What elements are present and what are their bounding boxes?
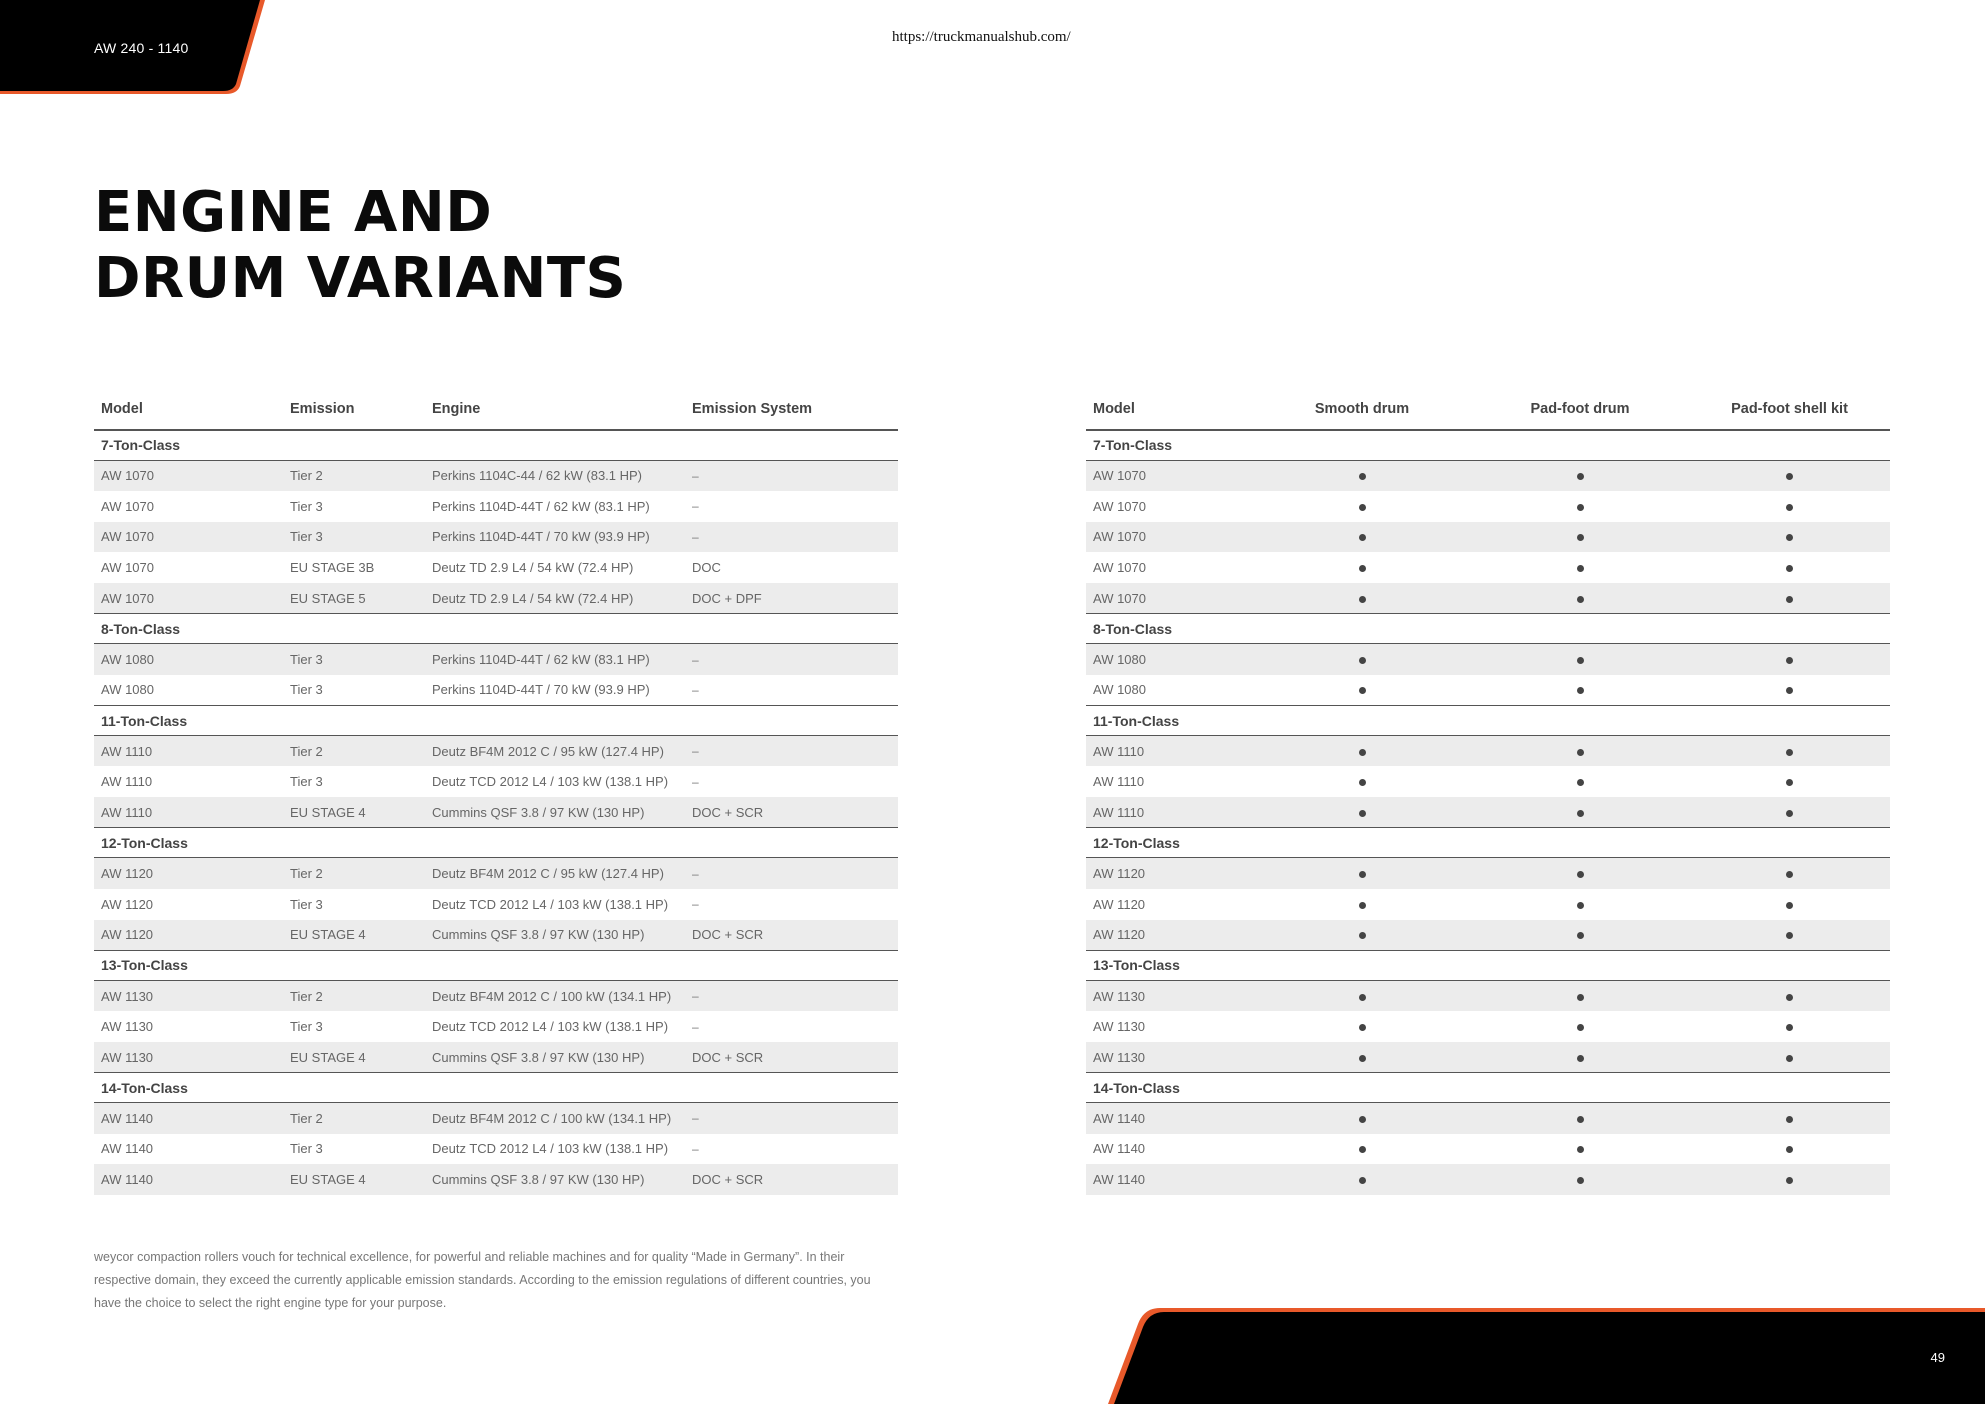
table-cell: Deutz TCD 2012 L4 / 103 kW (138.1 HP) xyxy=(432,1141,669,1157)
group-label: 13-Ton-Class xyxy=(1086,950,1890,980)
table-row xyxy=(1086,583,1890,614)
availability-cell xyxy=(1253,491,1471,522)
available-dot-icon xyxy=(1786,534,1793,541)
table-cell: AW 1140 xyxy=(1086,1164,1253,1195)
available-dot-icon xyxy=(1786,749,1793,756)
availability-cell xyxy=(1471,1042,1689,1073)
table-cell: EU STAGE 3B xyxy=(290,560,375,576)
table-cell: AW 1070 xyxy=(1086,522,1253,553)
table-cell: Perkins 1104D-44T / 62 kW (83.1 HP) xyxy=(432,498,650,514)
available-dot-icon xyxy=(1786,1116,1793,1123)
availability-cell xyxy=(1689,980,1890,1011)
table-cell: AW 1130 xyxy=(94,1042,283,1073)
table-row xyxy=(94,1164,898,1195)
table-row xyxy=(94,522,898,553)
available-dot-icon xyxy=(1786,473,1793,480)
table-cell: Deutz BF4M 2012 C / 100 kW (134.1 HP) xyxy=(425,980,685,1011)
table-row xyxy=(1086,1011,1890,1042)
table-cell: Tier 3 xyxy=(290,896,323,912)
available-dot-icon xyxy=(1577,932,1584,939)
table-cell: AW 1110 xyxy=(101,774,153,790)
table-cell: Tier 2 xyxy=(283,1103,425,1134)
table-cell: AW 1130 xyxy=(1086,980,1253,1011)
table-row xyxy=(1086,920,1890,951)
available-dot-icon xyxy=(1359,687,1366,694)
available-dot-icon xyxy=(1786,1177,1793,1184)
table-row xyxy=(1086,644,1890,675)
table-cell: AW 1130 xyxy=(94,980,283,1011)
availability-cell xyxy=(1253,980,1471,1011)
table-cell: Tier 3 xyxy=(290,1019,323,1035)
availability-cell xyxy=(1689,889,1890,920)
table-row xyxy=(1086,460,1890,491)
table-cell: AW 1120 xyxy=(94,920,283,951)
available-dot-icon xyxy=(1359,779,1366,786)
group-label: 13-Ton-Class xyxy=(94,950,898,980)
availability-cell xyxy=(1253,889,1471,920)
availability-cell xyxy=(1253,644,1471,675)
available-dot-icon xyxy=(1577,1177,1584,1184)
table-cell: AW 1070 xyxy=(1086,583,1253,614)
availability-cell xyxy=(1471,889,1689,920)
available-dot-icon xyxy=(1359,1146,1366,1153)
table-cell: – xyxy=(685,736,898,767)
table-row xyxy=(1086,858,1890,889)
available-dot-icon xyxy=(1359,534,1366,541)
table-cell: Tier 3 xyxy=(283,675,425,706)
table-cell: Tier 3 xyxy=(283,522,425,553)
available-dot-icon xyxy=(1786,565,1793,572)
availability-cell xyxy=(1253,675,1471,706)
table-row xyxy=(94,920,898,951)
table-cell: – xyxy=(685,644,898,675)
available-dot-icon xyxy=(1359,1177,1366,1184)
available-dot-icon xyxy=(1786,902,1793,909)
availability-cell xyxy=(1253,1011,1471,1042)
table-row xyxy=(94,736,898,767)
available-dot-icon xyxy=(1359,596,1366,603)
table-cell: AW 1140 xyxy=(94,1164,283,1195)
available-dot-icon xyxy=(1577,1146,1584,1153)
column-header: Model xyxy=(1086,388,1253,430)
table-row xyxy=(94,644,898,675)
availability-cell xyxy=(1253,460,1471,491)
available-dot-icon xyxy=(1577,534,1584,541)
table-row xyxy=(1086,1103,1890,1134)
available-dot-icon xyxy=(1786,932,1793,939)
document-code-label: AW 240 - 1140 xyxy=(94,40,189,56)
table-cell: DOC + SCR xyxy=(685,920,898,951)
table-cell: AW 1080 xyxy=(1086,644,1253,675)
table-cell: AW 1110 xyxy=(94,797,283,828)
availability-cell xyxy=(1253,1164,1471,1195)
available-dot-icon xyxy=(1577,657,1584,664)
available-dot-icon xyxy=(1577,565,1584,572)
table-cell: Deutz BF4M 2012 C / 95 kW (127.4 HP) xyxy=(425,736,685,767)
available-dot-icon xyxy=(1359,749,1366,756)
available-dot-icon xyxy=(1786,596,1793,603)
available-dot-icon xyxy=(1577,749,1584,756)
availability-cell xyxy=(1471,766,1689,797)
table-row xyxy=(94,1103,898,1134)
table-cell: – xyxy=(692,897,699,912)
table-cell: AW 1140 xyxy=(101,1141,154,1157)
table-cell: EU STAGE 4 xyxy=(283,1164,425,1195)
table-row xyxy=(1086,675,1890,706)
availability-cell xyxy=(1253,797,1471,828)
group-label: 11-Ton-Class xyxy=(94,706,898,736)
table-cell: AW 1110 xyxy=(94,736,283,767)
table-row xyxy=(94,1134,898,1165)
group-header-row xyxy=(1086,706,1890,736)
available-dot-icon xyxy=(1577,1116,1584,1123)
availability-cell xyxy=(1253,1103,1471,1134)
table-cell: Tier 3 xyxy=(283,644,425,675)
availability-cell xyxy=(1689,1011,1890,1042)
available-dot-icon xyxy=(1359,871,1366,878)
table-cell: Perkins 1104D-44T / 70 kW (93.9 HP) xyxy=(425,675,685,706)
group-header-row xyxy=(94,430,898,460)
availability-cell xyxy=(1471,1134,1689,1165)
available-dot-icon xyxy=(1359,1055,1366,1062)
table-row xyxy=(1086,797,1890,828)
table-cell: AW 1070 xyxy=(1093,498,1146,514)
group-label: 14-Ton-Class xyxy=(94,1073,898,1103)
footer-bar xyxy=(1108,1306,1985,1404)
table-cell: DOC + SCR xyxy=(685,1164,898,1195)
available-dot-icon xyxy=(1786,810,1793,817)
group-label: 8-Ton-Class xyxy=(94,614,898,644)
table-cell: Tier 2 xyxy=(283,460,425,491)
table-cell: – xyxy=(685,980,898,1011)
table-cell: AW 1070 xyxy=(1086,460,1253,491)
available-dot-icon xyxy=(1359,565,1366,572)
column-header: Smooth drum xyxy=(1253,388,1471,430)
source-url[interactable]: https://truckmanualshub.com/ xyxy=(892,29,1071,45)
group-label: 14-Ton-Class xyxy=(1086,1073,1890,1103)
column-header: Engine xyxy=(425,388,685,430)
available-dot-icon xyxy=(1359,932,1366,939)
available-dot-icon xyxy=(1577,994,1584,1001)
table-cell: AW 1140 xyxy=(1093,1141,1146,1157)
table-cell: Deutz TCD 2012 L4 / 103 kW (138.1 HP) xyxy=(432,1019,669,1035)
available-dot-icon xyxy=(1577,871,1584,878)
group-header-row xyxy=(94,1073,898,1103)
table-cell: AW 1120 xyxy=(1093,896,1146,912)
table-cell: EU STAGE 4 xyxy=(283,920,425,951)
table-cell: AW 1130 xyxy=(101,1019,154,1035)
table-cell: AW 1080 xyxy=(94,675,283,706)
table-cell: Deutz TD 2.9 L4 / 54 kW (72.4 HP) xyxy=(432,560,634,576)
group-header-row xyxy=(1086,950,1890,980)
availability-cell xyxy=(1471,1011,1689,1042)
column-header: Emission xyxy=(283,388,425,430)
table-row xyxy=(94,675,898,706)
table-cell: Tier 3 xyxy=(290,498,323,514)
table-cell: Deutz TD 2.9 L4 / 54 kW (72.4 HP) xyxy=(425,583,685,614)
table-cell: – xyxy=(692,1019,699,1034)
availability-cell xyxy=(1689,675,1890,706)
table-row xyxy=(1086,766,1890,797)
table-cell: Cummins QSF 3.8 / 97 KW (130 HP) xyxy=(425,1042,685,1073)
available-dot-icon xyxy=(1577,1055,1584,1062)
availability-cell xyxy=(1471,797,1689,828)
group-label: 8-Ton-Class xyxy=(1086,614,1890,644)
table-cell: AW 1070 xyxy=(101,560,154,576)
availability-cell xyxy=(1253,552,1471,583)
available-dot-icon xyxy=(1577,596,1584,603)
table-cell: DOC + SCR xyxy=(685,797,898,828)
table-cell: Deutz TCD 2012 L4 / 103 kW (138.1 HP) xyxy=(432,774,669,790)
availability-cell xyxy=(1471,552,1689,583)
available-dot-icon xyxy=(1577,902,1584,909)
table-row xyxy=(94,1011,898,1042)
group-header-row xyxy=(94,614,898,644)
table-cell: Deutz BF4M 2012 C / 95 kW (127.4 HP) xyxy=(425,858,685,889)
group-header-row xyxy=(1086,828,1890,858)
availability-cell xyxy=(1471,736,1689,767)
availability-cell xyxy=(1689,644,1890,675)
table-cell: Tier 2 xyxy=(283,980,425,1011)
table-cell: AW 1070 xyxy=(101,498,154,514)
table-cell: Deutz BF4M 2012 C / 100 kW (134.1 HP) xyxy=(425,1103,685,1134)
table-cell: AW 1120 xyxy=(94,858,283,889)
table-cell: EU STAGE 4 xyxy=(283,1042,425,1073)
availability-cell xyxy=(1253,858,1471,889)
table-cell: Cummins QSF 3.8 / 97 KW (130 HP) xyxy=(425,1164,685,1195)
table-cell: Deutz TCD 2012 L4 / 103 kW (138.1 HP) xyxy=(432,896,669,912)
table-cell: Tier 2 xyxy=(283,736,425,767)
table-cell: AW 1140 xyxy=(1086,1103,1253,1134)
availability-cell xyxy=(1471,920,1689,951)
availability-cell xyxy=(1689,583,1890,614)
table-row xyxy=(1086,889,1890,920)
group-label: 7-Ton-Class xyxy=(1086,430,1890,460)
table-row xyxy=(1086,1042,1890,1073)
available-dot-icon xyxy=(1786,1055,1793,1062)
page-title-line-1: ENGINE AND xyxy=(94,180,493,245)
table-cell: – xyxy=(692,499,699,514)
available-dot-icon xyxy=(1577,504,1584,511)
available-dot-icon xyxy=(1577,473,1584,480)
group-header-row xyxy=(1086,1073,1890,1103)
table-cell: Perkins 1104C-44 / 62 kW (83.1 HP) xyxy=(425,460,685,491)
availability-cell xyxy=(1471,522,1689,553)
table-row xyxy=(94,889,898,920)
table-row xyxy=(1086,980,1890,1011)
table-cell: – xyxy=(685,1103,898,1134)
table-cell: AW 1130 xyxy=(1093,1019,1146,1035)
footnote-text: weycor compaction rollers vouch for technical excellence, for powerful and reliable machines and for quality “Made in Germany”. In their respective domain, they exceed the currently applicable emission standards. According to the emission regulations of different countries, you have the choice to select the right engine type for your purpose. xyxy=(94,1250,871,1310)
available-dot-icon xyxy=(1786,871,1793,878)
availability-cell xyxy=(1689,522,1890,553)
availability-cell xyxy=(1253,736,1471,767)
table-cell: Cummins QSF 3.8 / 97 KW (130 HP) xyxy=(425,797,685,828)
available-dot-icon xyxy=(1786,687,1793,694)
table-row xyxy=(94,980,898,1011)
availability-cell xyxy=(1471,980,1689,1011)
available-dot-icon xyxy=(1577,810,1584,817)
drum-variants-table xyxy=(1086,388,1890,1195)
table-cell: DOC + SCR xyxy=(685,1042,898,1073)
availability-cell xyxy=(1253,920,1471,951)
table-cell: – xyxy=(692,1141,699,1156)
available-dot-icon xyxy=(1359,473,1366,480)
group-header-row xyxy=(94,706,898,736)
table-cell: EU STAGE 4 xyxy=(283,797,425,828)
table-cell: AW 1130 xyxy=(1086,1042,1253,1073)
table-cell: AW 1110 xyxy=(1093,774,1145,790)
table-row xyxy=(94,460,898,491)
available-dot-icon xyxy=(1359,1024,1366,1031)
available-dot-icon xyxy=(1577,687,1584,694)
table-cell: Tier 3 xyxy=(290,1141,323,1157)
page-title xyxy=(94,180,626,312)
table-cell: AW 1070 xyxy=(94,460,283,491)
availability-cell xyxy=(1689,858,1890,889)
availability-cell xyxy=(1689,920,1890,951)
table-cell: AW 1120 xyxy=(1086,920,1253,951)
availability-cell xyxy=(1471,491,1689,522)
available-dot-icon xyxy=(1786,994,1793,1001)
available-dot-icon xyxy=(1359,810,1366,817)
availability-cell xyxy=(1689,552,1890,583)
table-row xyxy=(94,858,898,889)
engine-variants-table xyxy=(94,388,898,1195)
table-cell: – xyxy=(685,522,898,553)
group-header-row xyxy=(94,828,898,858)
availability-cell xyxy=(1471,583,1689,614)
table-cell: EU STAGE 5 xyxy=(283,583,425,614)
availability-cell xyxy=(1689,460,1890,491)
column-header: Emission System xyxy=(685,388,898,430)
availability-cell xyxy=(1689,736,1890,767)
group-header-row xyxy=(94,950,898,980)
table-row xyxy=(1086,522,1890,553)
table-row xyxy=(94,797,898,828)
availability-cell xyxy=(1253,1134,1471,1165)
availability-cell xyxy=(1689,1164,1890,1195)
table-header-row xyxy=(1086,388,1890,430)
table-cell: Tier 3 xyxy=(290,774,323,790)
availability-cell xyxy=(1471,460,1689,491)
table-row xyxy=(94,1042,898,1073)
table-row xyxy=(1086,1164,1890,1195)
table-cell: AW 1120 xyxy=(101,896,154,912)
table-cell: AW 1080 xyxy=(1086,675,1253,706)
table-cell: AW 1070 xyxy=(1093,560,1146,576)
page-number: 49 xyxy=(1930,1350,1945,1365)
table-row xyxy=(94,491,898,522)
availability-cell xyxy=(1471,1103,1689,1134)
table-cell: – xyxy=(685,675,898,706)
availability-cell xyxy=(1689,491,1890,522)
group-label: 12-Ton-Class xyxy=(94,828,898,858)
table-cell: DOC + DPF xyxy=(685,583,898,614)
availability-cell xyxy=(1471,675,1689,706)
availability-cell xyxy=(1689,797,1890,828)
availability-cell xyxy=(1471,1164,1689,1195)
table-cell: Tier 2 xyxy=(283,858,425,889)
page-title-line-2: DRUM VARIANTS xyxy=(94,246,627,311)
available-dot-icon xyxy=(1786,779,1793,786)
available-dot-icon xyxy=(1359,994,1366,1001)
table-row xyxy=(1086,736,1890,767)
availability-cell xyxy=(1689,1134,1890,1165)
available-dot-icon xyxy=(1577,1024,1584,1031)
available-dot-icon xyxy=(1359,1116,1366,1123)
table-row xyxy=(94,583,898,614)
group-label: 12-Ton-Class xyxy=(1086,828,1890,858)
table-cell: – xyxy=(692,774,699,789)
table-row xyxy=(1086,552,1890,583)
table-cell: AW 1110 xyxy=(1086,736,1253,767)
column-header: Model xyxy=(94,388,283,430)
available-dot-icon xyxy=(1786,657,1793,664)
group-label: 11-Ton-Class xyxy=(1086,706,1890,736)
available-dot-icon xyxy=(1359,657,1366,664)
table-cell: Perkins 1104D-44T / 70 kW (93.9 HP) xyxy=(425,522,685,553)
table-row xyxy=(1086,491,1890,522)
available-dot-icon xyxy=(1577,779,1584,786)
availability-cell xyxy=(1253,522,1471,553)
table-row xyxy=(94,552,898,583)
table-row xyxy=(94,766,898,797)
availability-cell xyxy=(1471,858,1689,889)
table-cell: Perkins 1104D-44T / 62 kW (83.1 HP) xyxy=(425,644,685,675)
availability-cell xyxy=(1689,1042,1890,1073)
available-dot-icon xyxy=(1359,902,1366,909)
available-dot-icon xyxy=(1786,1024,1793,1031)
group-header-row xyxy=(1086,430,1890,460)
group-header-row xyxy=(1086,614,1890,644)
table-cell: – xyxy=(685,460,898,491)
table-cell: AW 1110 xyxy=(1086,797,1253,828)
table-cell: DOC xyxy=(692,560,721,576)
available-dot-icon xyxy=(1359,504,1366,511)
availability-cell xyxy=(1253,583,1471,614)
group-label: 7-Ton-Class xyxy=(94,430,898,460)
table-cell: AW 1070 xyxy=(94,583,283,614)
table-header-row xyxy=(94,388,898,430)
availability-cell xyxy=(1689,1103,1890,1134)
available-dot-icon xyxy=(1786,504,1793,511)
column-header: Pad-foot drum xyxy=(1471,388,1689,430)
table-cell: AW 1120 xyxy=(1086,858,1253,889)
table-cell: AW 1140 xyxy=(94,1103,283,1134)
table-cell: AW 1080 xyxy=(94,644,283,675)
availability-cell xyxy=(1689,766,1890,797)
column-header: Pad-foot shell kit xyxy=(1689,388,1890,430)
availability-cell xyxy=(1253,766,1471,797)
table-cell: AW 1070 xyxy=(94,522,283,553)
table-cell: – xyxy=(685,858,898,889)
table-cell: Cummins QSF 3.8 / 97 KW (130 HP) xyxy=(425,920,685,951)
availability-cell xyxy=(1471,644,1689,675)
available-dot-icon xyxy=(1786,1146,1793,1153)
availability-cell xyxy=(1253,1042,1471,1073)
table-row xyxy=(1086,1134,1890,1165)
